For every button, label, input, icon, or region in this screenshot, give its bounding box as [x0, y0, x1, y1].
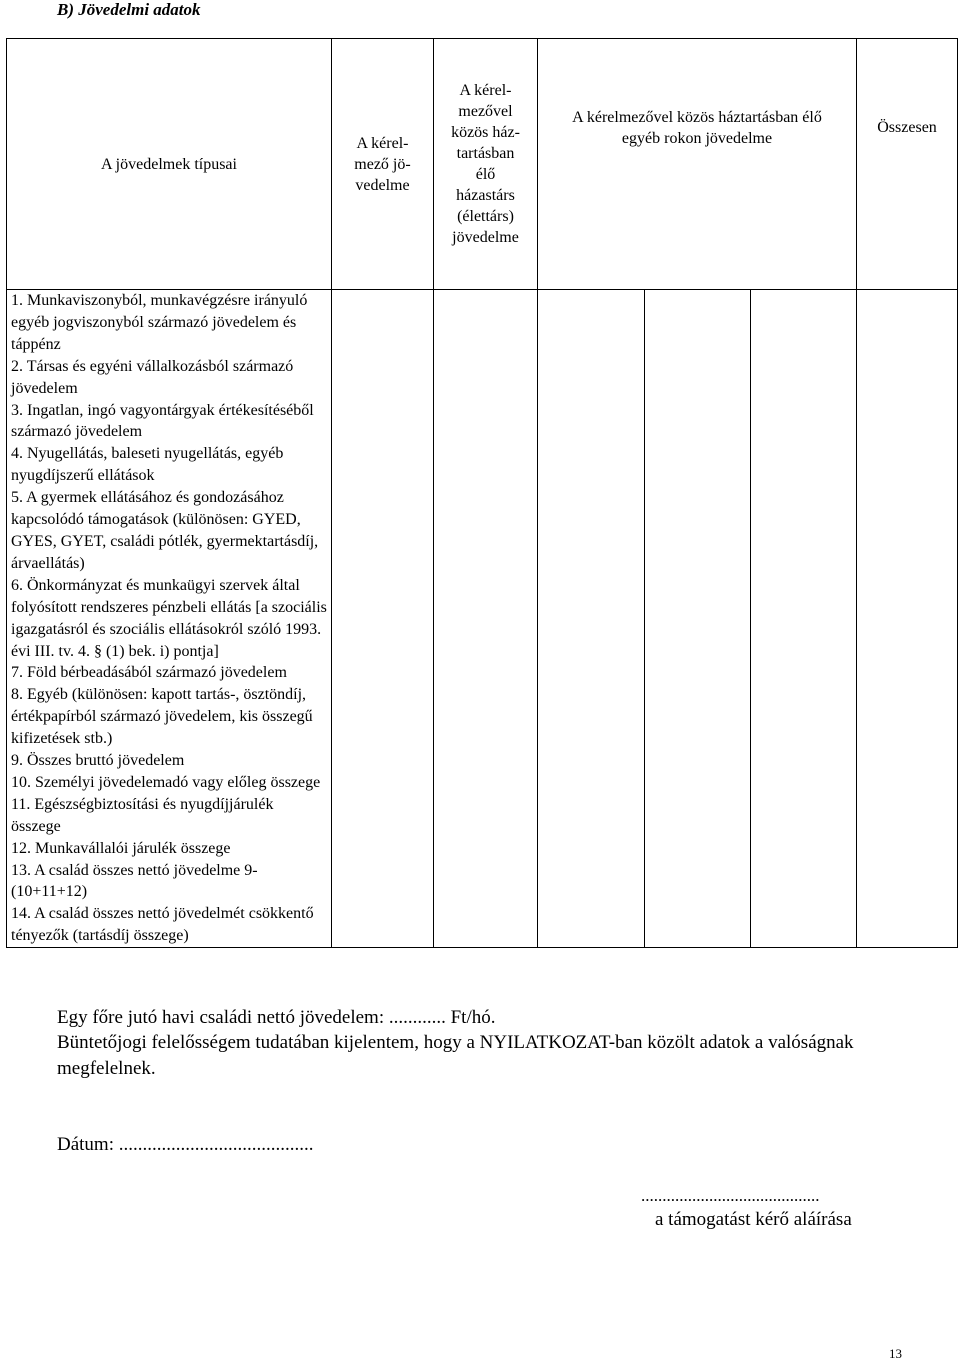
per-capita-income-line: Egy főre jutó havi családi nettó jövedelem: ............ Ft/hó. [57, 1007, 496, 1028]
applicant-income-cell[interactable] [332, 290, 434, 948]
income-type-8: 8. Egyéb (különösen: kapott tartás-, ösztöndíj, értékpapírból származó jövedelem, kis összegű kifizetések stb.) [11, 686, 313, 748]
income-type-9: 9. Összes bruttó jövedelem [11, 752, 185, 770]
signature-label: a támogatást kérő aláírása [655, 1209, 852, 1230]
declaration-text: Büntetőjogi felelősségem tudatában kijelentem, hogy a NYILATKOZAT-ban közölt adatok a valóságnak megfelelnek. [57, 1032, 854, 1079]
header-total: Összesen [857, 39, 958, 290]
income-type-12: 12. Munkavállalói járulék összege [11, 839, 231, 857]
relative-2-income-cell[interactable] [645, 290, 751, 948]
signature-line[interactable]: .......................................... [641, 1186, 820, 1205]
spouse-income-cell[interactable] [434, 290, 538, 948]
relative-1-income-cell[interactable] [538, 290, 645, 948]
date-line[interactable]: Dátum: ......................................... [57, 1134, 314, 1155]
header-relatives-income: A kérelmezővel közös háztartásban élő egyéb rokon jövedelme [538, 39, 857, 290]
income-type-7: 7. Föld bérbeadásából származó jövedelem [11, 664, 287, 682]
header-income-types: A jövedelmek típusai [7, 39, 332, 290]
income-type-13: 13. A család összes nettó jövedelme 9-(10+11+12) [11, 861, 258, 901]
page-number: 13 [889, 1346, 902, 1361]
income-type-1: 1. Munkaviszonyból, munkavégzésre irányuló egyéb jogviszonyból származó jövedelem és táppénz [11, 292, 308, 353]
income-type-14: 14. A család összes nettó jövedelmét csökkentő tényezők (tartásdíj összege) [11, 905, 314, 945]
table-header-row [7, 39, 958, 290]
income-type-5: 5. A gyermek ellátásához és gondozásához kapcsolódó támogatások (különösen: GYED, GYES, GYET, családi pótlék, gyermektartásdíj, árvaellátás) [11, 489, 319, 572]
income-table [6, 38, 958, 948]
relative-3-income-cell[interactable] [751, 290, 857, 948]
income-type-list [7, 290, 332, 948]
section-title: B) Jövedelmi adatok [57, 0, 201, 19]
table-body-row [7, 290, 958, 948]
income-type-11: 11. Egészségbiztosítási és nyugdíjjárulék összege [11, 795, 274, 835]
income-type-4: 4. Nyugellátás, baleseti nyugellátás, egyéb nyugdíjszerű ellátások [11, 445, 284, 485]
header-applicant-income: A kérel- mező jö- vedelme [332, 39, 434, 290]
total-income-cell[interactable] [857, 290, 958, 948]
income-type-6: 6. Önkormányzat és munkaügyi szervek által folyósított rendszeres pénzbeli ellátás [a szociális igazgatásról és szociális ellátásokról szóló 1993. évi III. tv. 4. § (1) bek. i) pontja] [11, 576, 327, 660]
income-type-2: 2. Társas és egyéni vállalkozásból származó jövedelem [11, 357, 294, 397]
table-bottom-border [7, 947, 958, 948]
income-type-10: 10. Személyi jövedelemadó vagy előleg összege [11, 773, 321, 791]
income-type-3: 3. Ingatlan, ingó vagyontárgyak értékesítéséből származó jövedelem [11, 401, 314, 441]
header-spouse-income: A kérel- mezővel közös ház- tartásban élő házastárs (élettárs) jövedelme [434, 39, 538, 290]
